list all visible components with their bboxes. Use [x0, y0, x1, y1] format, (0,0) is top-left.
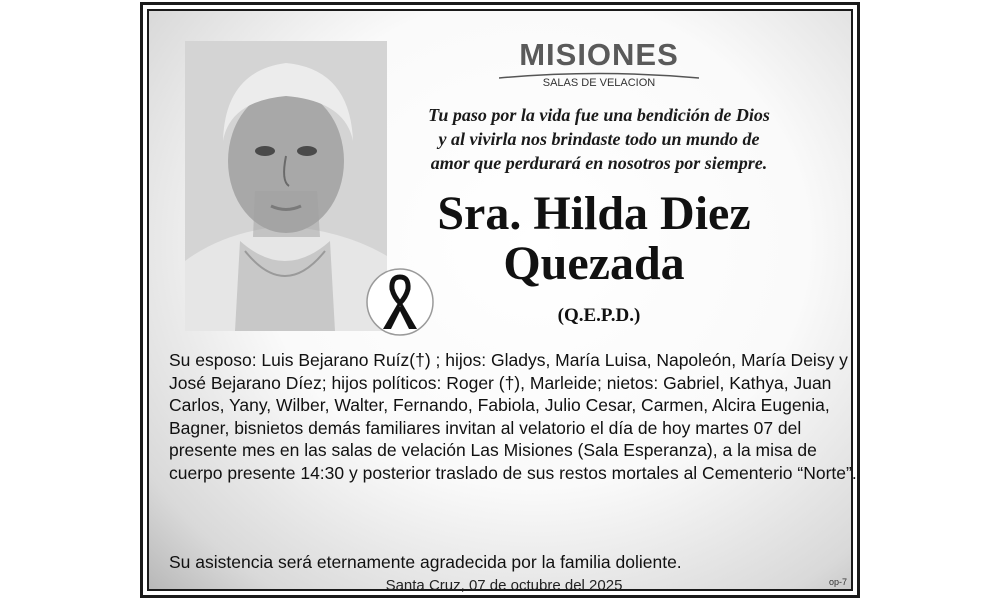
deceased-name-line1: Sra. Hilda Diez	[437, 187, 751, 240]
memorial-quote	[399, 103, 799, 175]
quote-line: y al vivirla nos brindaste todo un mundo de	[438, 129, 760, 149]
announcement-paragraph: Su esposo: Luis Bejarano Ruíz(†) ; hijos: Gladys, María Luisa, Napoleón, María Deisy y José Bejarano Díez; hijos políticos: Roger (†), Marleide; nietos: Gabriel, Kathya, Juan Carlos, Yany, Wilber, Walter, Fernando, Fabiola, Julio Cesar, Carmen, Alcira Eugenia, Bagner, bisnietos demás familiares invitan al velatorio el día de hoy martes 07 del presente mes en las salas de velación Las Misiones (Sala Esperanza), a la misa de cuerpo presente 14:30 y posterior traslado de sus restos mortales al Cementerio “Norte”.	[169, 350, 857, 483]
logo-subtitle: SALAS DE VELACION	[542, 77, 656, 89]
deceased-name	[389, 189, 799, 289]
quote-line: amor que perdurará en nosotros por siempre.	[430, 153, 768, 173]
portrait-photo	[185, 41, 387, 331]
mourning-ribbon-icon	[365, 267, 435, 342]
ad-code: op-7	[828, 577, 847, 587]
closing-text: Su asistencia será eternamente agradecida por la familia doliente.	[169, 552, 682, 572]
obituary-panel	[147, 9, 857, 594]
obituary-frame	[140, 2, 860, 598]
portrait-illustration	[185, 41, 387, 331]
announcement-text	[169, 349, 859, 484]
quote-line: Tu paso por la vida fue una bendición de Dios	[428, 105, 770, 125]
logo-title: MISIONES	[519, 37, 679, 72]
misiones-logo	[489, 37, 709, 93]
deceased-name-line2: Quezada	[503, 237, 685, 290]
place-date: Santa Cruz, 07 de octubre del 2025	[385, 577, 623, 594]
qepd-label: (Q.E.P.D.)	[557, 305, 641, 326]
